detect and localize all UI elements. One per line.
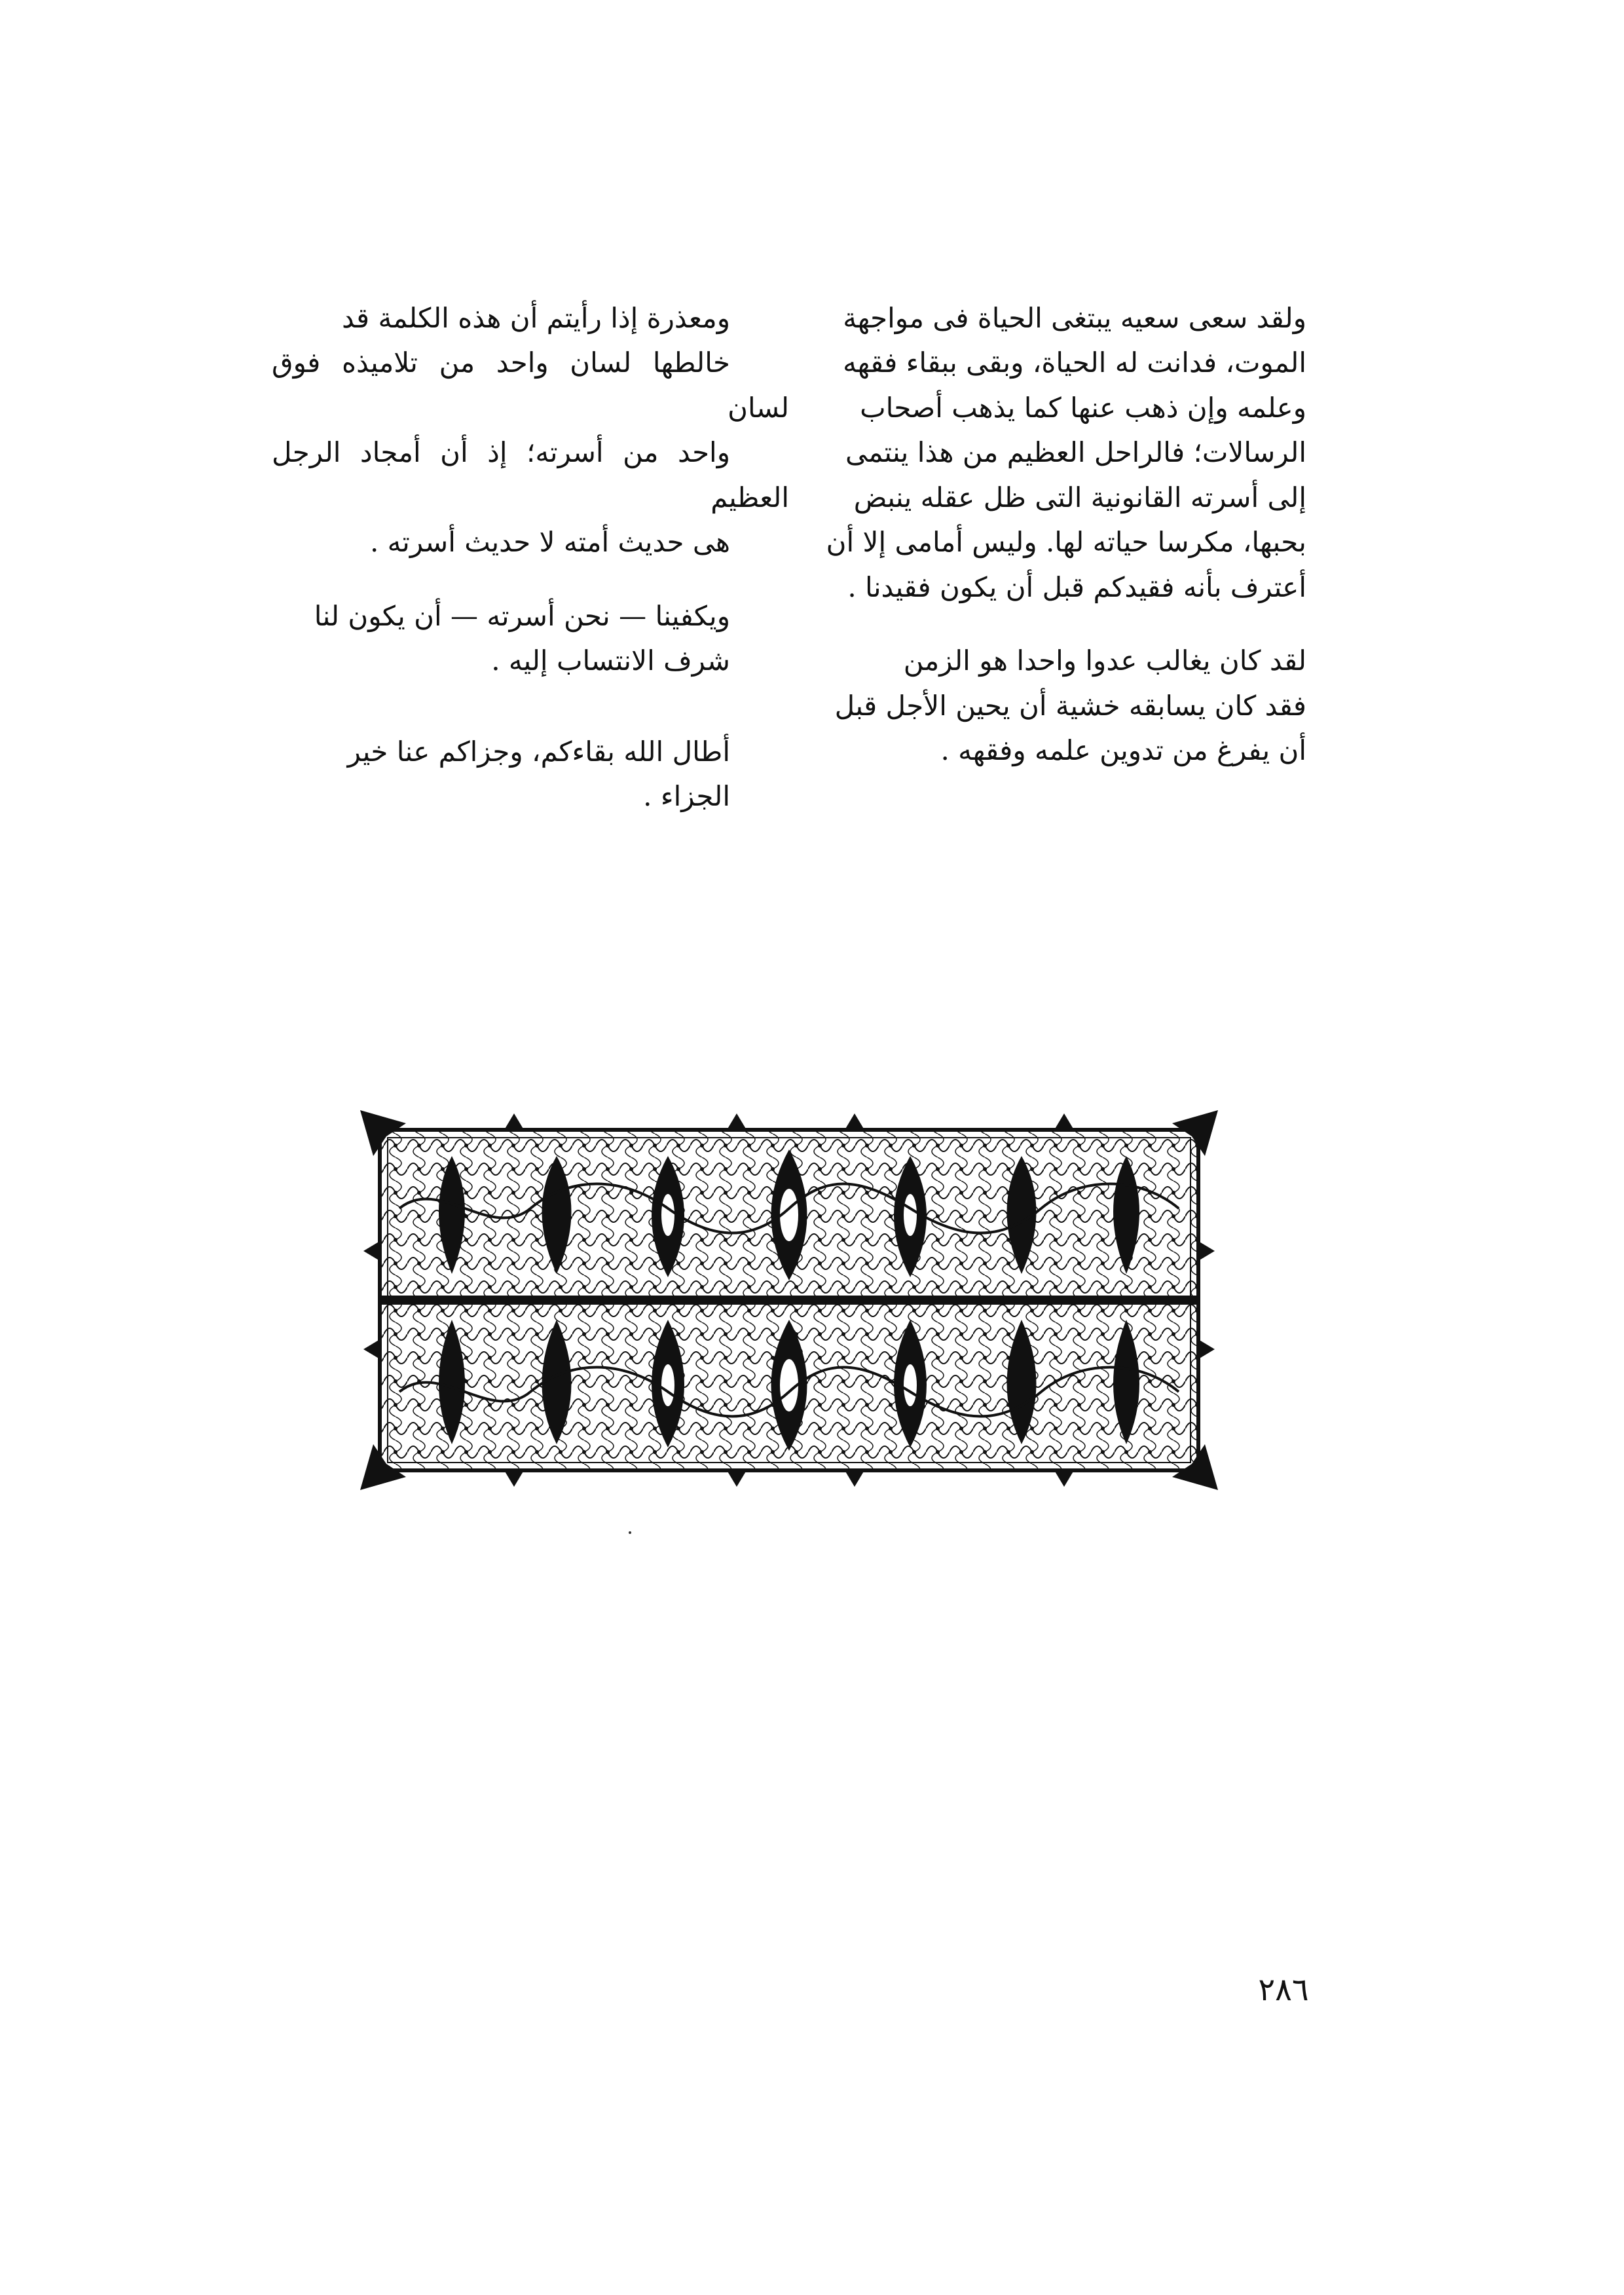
text-line: لقد كان يغالب عدوا واحدا هو الزمن xyxy=(903,644,1306,677)
text-line: الرسالات؛ فالراحل العظيم من هذا ينتمى xyxy=(845,436,1306,469)
page-number: ٢٨٦ xyxy=(1258,1971,1309,2008)
text-line: أن يفرغ من تدوين علمه وفقهه . xyxy=(940,734,1306,767)
paragraph xyxy=(822,296,1365,610)
paragraph xyxy=(272,730,789,819)
text-line: ولقد سعى سعيه يبتغى الحياة فى مواجهة xyxy=(843,302,1306,334)
text-line: هى حديث أمته لا حديث أسرته . xyxy=(369,526,730,559)
text-line: شرف الانتساب إليه . xyxy=(491,644,730,677)
arabesque-ornament-icon xyxy=(360,1110,1218,1490)
paragraph xyxy=(272,296,789,565)
text-line: ويكفينا — نحن أسرته — أن يكون لنا xyxy=(314,599,730,632)
paragraph xyxy=(272,594,789,684)
text-line: بحبها، مكرسا حياته لها. وليس أمامى إلا أن xyxy=(826,526,1306,559)
text-line: ومعذرة إذا رأيتم أن هذه الكلمة قد xyxy=(342,302,730,334)
text-line: أعترف بأنه فقيدكم قبل أن يكون فقيدنا . xyxy=(847,570,1306,603)
print-speck xyxy=(629,1531,631,1534)
text-line: واحد من أسرته؛ إذ أن أمجاد الرجل العظيم xyxy=(272,436,789,513)
text-line: فقد كان يسابقه خشية أن يحين الأجل قبل xyxy=(834,689,1306,722)
text-line: إلى أسرته القانونية التى ظل عقله ينبض xyxy=(853,481,1306,513)
left-text-column xyxy=(272,296,789,848)
text-line: وعلمه وإن ذهب عنها كما يذهب أصحاب xyxy=(860,391,1306,424)
text-line: خالطها لسان واحد من تلاميذه فوق لسان xyxy=(272,346,789,424)
paragraph xyxy=(822,639,1365,773)
text-line: الجزاء . xyxy=(643,780,730,813)
text-line: الموت، فدانت له الحياة، وبقى ببقاء فقهه xyxy=(843,346,1306,379)
text-line: أطال الله بقاءكم، وجزاكم عنا خير xyxy=(347,735,730,768)
right-text-column xyxy=(822,296,1365,802)
